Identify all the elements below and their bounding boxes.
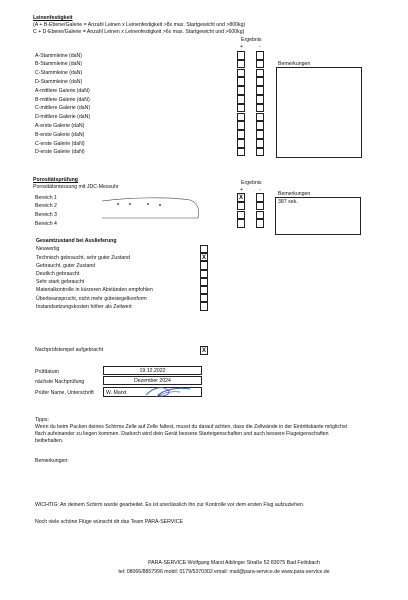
strength-row-label: C-Stammleine (daN) bbox=[35, 70, 83, 77]
strength-row-label: C-erste Galerie (daN) bbox=[35, 140, 85, 147]
strength-row-label: D-erste Galerie (daN) bbox=[35, 149, 85, 156]
overall-checkbox[interactable] bbox=[200, 245, 208, 253]
strength-minus-checkbox[interactable] bbox=[256, 104, 264, 113]
strength-title: Leinenfestigkeit bbox=[33, 15, 73, 21]
overall-row-label: Überbeansprucht, nicht mehr gütesiegelkonform bbox=[36, 295, 147, 302]
tips-line-2: flach aufeinander zu liegen kommen. Dadurch wird dein Gerät bessere Starteigenschaften und auch bessere Flugeigenschaften bbox=[35, 431, 329, 437]
strength-plus-checkbox[interactable] bbox=[237, 104, 245, 113]
strength-minus-checkbox[interactable] bbox=[256, 60, 264, 69]
porosity-title: Porositätsprüfung bbox=[33, 177, 78, 183]
strength-plus-header: + bbox=[240, 44, 244, 50]
porosity-minus-checkbox[interactable] bbox=[256, 211, 264, 220]
overall-row-label: Gebraucht, guter Zustand bbox=[36, 262, 96, 269]
stamp-label: Nachprüfstempel aufgebracht bbox=[35, 347, 104, 353]
overall-checkbox[interactable] bbox=[200, 286, 208, 294]
strength-plus-checkbox[interactable] bbox=[237, 51, 245, 60]
overall-checkbox[interactable] bbox=[200, 278, 208, 286]
next-check-value: Dezember 2024 bbox=[134, 378, 171, 384]
strength-plus-checkbox[interactable] bbox=[237, 60, 245, 69]
strength-minus-checkbox[interactable] bbox=[256, 69, 264, 78]
tips-line-1: Wenn du beim Packen deines Schirms Zelle auf Zelle faltest, musst du darauf achten, dass die Zellwände in der Eintrittskante möglichst bbox=[35, 424, 347, 430]
wing-sketch-icon bbox=[100, 194, 205, 222]
strength-minus-checkbox[interactable] bbox=[256, 121, 264, 130]
strength-remarks-box bbox=[276, 67, 362, 158]
strength-plus-checkbox[interactable] bbox=[237, 95, 245, 104]
porosity-row-label: Bereich 3 bbox=[35, 212, 57, 219]
porosity-plus-checkbox[interactable] bbox=[237, 219, 245, 228]
strength-minus-checkbox[interactable] bbox=[256, 139, 264, 148]
strength-row-label: B-Stammleine (daN) bbox=[35, 61, 82, 68]
porosity-minus-checkbox[interactable] bbox=[256, 202, 264, 211]
strength-row-label: B-mittlere Galerie (daN) bbox=[35, 96, 90, 103]
strength-plus-checkbox[interactable] bbox=[237, 77, 245, 86]
closing-text: Noch viele schöne Flüge wünscht dir das Team PARA-SERVICE bbox=[35, 519, 183, 525]
overall-title: Gesamtzustand bei Auslieferung bbox=[36, 238, 117, 244]
signature-icon bbox=[142, 383, 194, 401]
strength-plus-checkbox[interactable] bbox=[237, 121, 245, 130]
stamp-checkbox[interactable]: X bbox=[201, 348, 206, 354]
check-date-value: 19.12.2022 bbox=[139, 368, 166, 374]
footer-contact: tel: 08066/8857996 mobil: 0179/5370302 email: mail@para-service.de www.para-service.de bbox=[118, 569, 330, 575]
strength-minus-checkbox[interactable] bbox=[256, 51, 264, 60]
footer-address: PARA-SERVICE Wolfgang Marxt Aiblinger Straße 52 83075 Bad Feilnbach bbox=[148, 560, 320, 566]
overall-checkbox[interactable] bbox=[200, 261, 208, 269]
porosity-plus-checkbox[interactable]: X bbox=[238, 195, 243, 201]
strength-plus-checkbox[interactable] bbox=[237, 113, 245, 122]
remarks-label: Bemerkungen: bbox=[35, 458, 69, 464]
overall-row-label: Instandsetzungskosten höher als Zeitwert bbox=[36, 303, 132, 310]
strength-row-label: A-erste Galerie (daN) bbox=[35, 122, 85, 129]
strength-row-label: D-Stammleine (daN) bbox=[35, 78, 83, 85]
strength-plus-checkbox[interactable] bbox=[237, 148, 245, 157]
strength-rule-cd: C + D-Ebene/Galerie = Anzahl Leinen x Leinenfestigkeit >6x max. Startgewicht und >600kg) bbox=[33, 29, 245, 35]
porosity-minus-checkbox[interactable] bbox=[256, 219, 264, 228]
strength-minus-checkbox[interactable] bbox=[256, 113, 264, 122]
strength-row-label: B-erste Galerie (daN) bbox=[35, 131, 85, 138]
porosity-remark-value: 387 sek. bbox=[278, 199, 298, 205]
strength-result-label: Ergebnis bbox=[241, 37, 262, 43]
strength-plus-checkbox[interactable] bbox=[237, 130, 245, 139]
strength-row-label: A-mittlere Galerie (daN) bbox=[35, 87, 90, 94]
porosity-minus-checkbox[interactable] bbox=[256, 193, 264, 202]
tips-line-3: beibehalten. bbox=[35, 438, 64, 444]
overall-checkbox[interactable] bbox=[200, 294, 208, 302]
tips-title: Tipps: bbox=[35, 417, 49, 423]
strength-plus-checkbox[interactable] bbox=[237, 139, 245, 148]
overall-row-label: Deutlich gebraucht bbox=[36, 270, 80, 277]
strength-row-label: A-Stammleine (daN) bbox=[35, 52, 82, 59]
porosity-plus-checkbox[interactable] bbox=[237, 211, 245, 220]
strength-plus-checkbox[interactable] bbox=[237, 69, 245, 78]
porosity-row-label: Bereich 1 bbox=[35, 194, 57, 201]
warning-text: WICHTIG: An deinem Schirm wurde gearbeitet. Es ist unerlässlich ihn zur Kontrolle vor dem ersten Flug aufzuziehen. bbox=[35, 502, 305, 508]
overall-row-label: Technisch gebraucht, sehr guter Zustand bbox=[36, 254, 131, 261]
strength-minus-checkbox[interactable] bbox=[256, 95, 264, 104]
overall-checkbox[interactable]: X bbox=[201, 255, 206, 262]
strength-row-label: C-mittlere Galerie (daN) bbox=[35, 105, 91, 112]
porosity-result-label: Ergebnis bbox=[241, 180, 262, 186]
strength-rule-ab: (A + B-Ebene/Galerie = Anzahl Leinen x Leinenfestigkeit >8x max. Startgewicht und >800kg) bbox=[33, 22, 246, 28]
strength-minus-checkbox[interactable] bbox=[256, 148, 264, 157]
overall-checkbox[interactable] bbox=[200, 302, 208, 310]
strength-minus-checkbox[interactable] bbox=[256, 130, 264, 139]
porosity-plus-checkbox[interactable] bbox=[237, 202, 245, 211]
strength-plus-checkbox[interactable] bbox=[237, 86, 245, 95]
porosity-plus-header: + bbox=[240, 187, 244, 193]
check-date-label: Prüfdatum bbox=[35, 369, 59, 375]
porosity-remarks-label: Bemerkungen bbox=[278, 191, 311, 197]
overall-checkbox[interactable] bbox=[200, 270, 208, 278]
overall-row-label: Neuwertig bbox=[36, 246, 60, 253]
strength-minus-checkbox[interactable] bbox=[256, 86, 264, 95]
porosity-method: Porositätsmessung mit JDC-Messuhr bbox=[33, 184, 119, 190]
strength-minus-header: - bbox=[259, 44, 261, 50]
strength-minus-checkbox[interactable] bbox=[256, 77, 264, 86]
porosity-minus-header: - bbox=[259, 187, 261, 193]
porosity-row-label: Bereich 4 bbox=[35, 220, 57, 227]
overall-row-label: Sehr stark gebraucht bbox=[36, 279, 85, 286]
strength-row-label: D-mittlere Galerie (daN) bbox=[35, 114, 91, 121]
examiner-label: Prüfer Name, Unterschrift bbox=[35, 390, 94, 396]
examiner-value: W. Marxt bbox=[106, 390, 127, 396]
next-check-label: nächste Nachprüfung bbox=[35, 379, 85, 385]
strength-remarks-label: Bemerkungen bbox=[278, 61, 311, 67]
overall-row-label: Materialkontrolle in kürzeren Abständen empfohlen bbox=[36, 287, 153, 294]
porosity-row-label: Bereich 2 bbox=[35, 203, 57, 210]
